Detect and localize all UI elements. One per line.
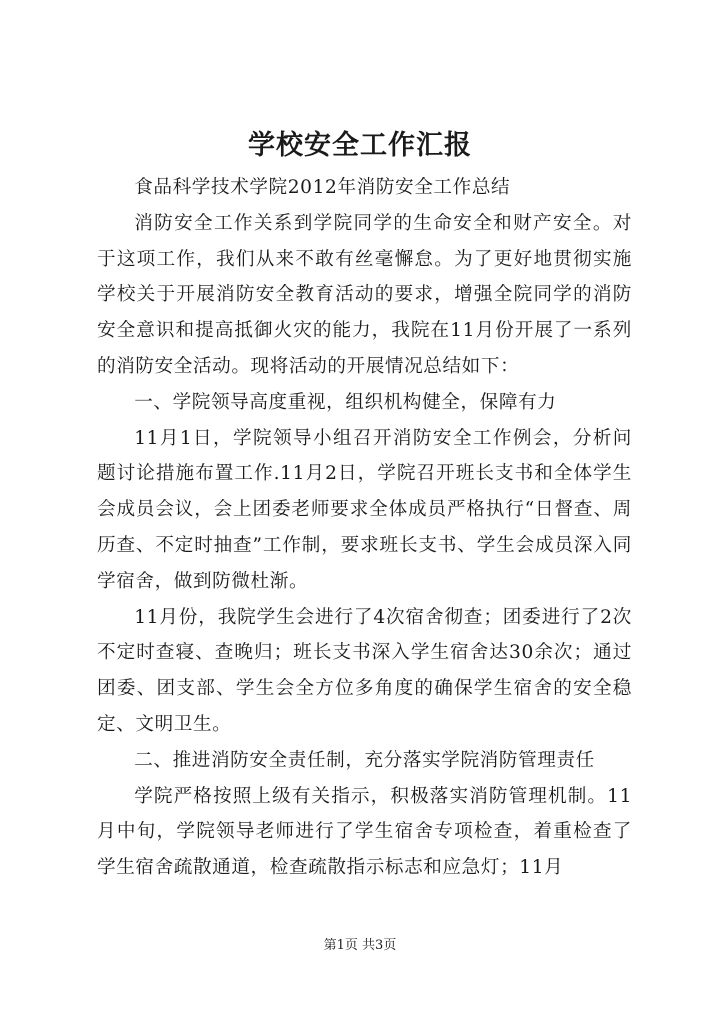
paragraph-inspections: 11月份，我院学生会进行了4次宿舍彻查；团委进行了2次不定时查寝、查晚归；班长支书深入学生宿舍达30余次；通过团委、团支部、学生会全方位多角度的确保学生宿舍的安全稳定、文明卫生。: [97, 606, 632, 735]
document-body: [97, 170, 632, 886]
document-title: 学校安全工作汇报: [248, 130, 472, 161]
paragraph-meetings: 11月1日，学院领导小组召开消防安全工作例会，分析问题讨论措施布置工作.11月2日，学院召开班长支书和全体学生会成员会议，会上团委老师要求全体成员严格执行“日督查、周历查、不定时抽查”工作制，要求班长支书、学生会成员深入同学宿舍，做到防微杜渐。: [97, 427, 632, 592]
section-heading-2: 二、推进消防安全责任制，充分落实学院消防管理责任: [134, 749, 595, 771]
section-heading-1: 一、学院领导高度重视，组织机构健全，保障有力: [134, 391, 557, 413]
page-footer: 第1页 共3页: [323, 938, 397, 953]
paragraph-responsibility: 学院严格按照上级有关指示，积极落实消防管理机制。11月中旬，学院领导老师进行了学生宿舍专项检查，着重检查了学生宿舍疏散通道，检查疏散指示标志和应急灯；11月: [97, 785, 632, 879]
paragraph-subtitle: 食品科学技术学院2012年消防安全工作总结: [134, 177, 511, 198]
paragraph-intro: 消防安全工作关系到学院同学的生命安全和财产安全。对于这项工作，我们从来不敢有丝毫懈怠。为了更好地贯彻实施学校关于开展消防安全教育活动的要求，增强全院同学的消防安全意识和提高抵御火灾的能力，我院在11月份开展了一系列的消防安全活动。现将活动的开展情况总结如下：: [97, 212, 632, 377]
